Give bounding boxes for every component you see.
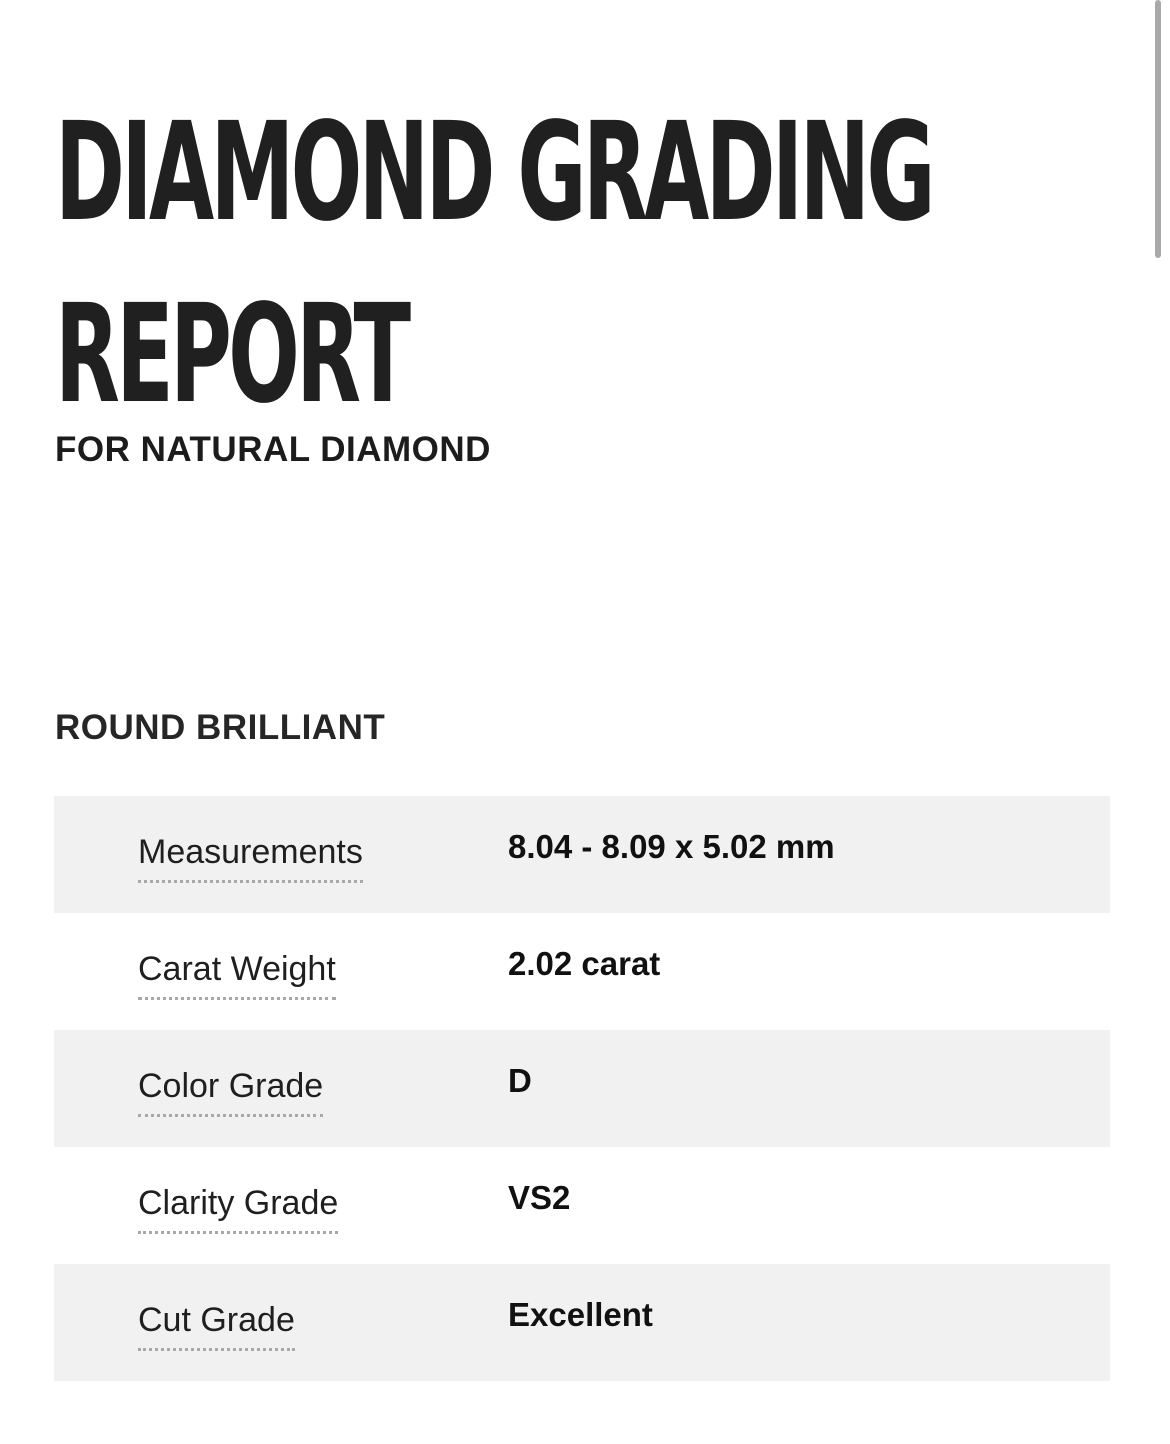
diamond-shape-heading: ROUND BRILLIANT: [55, 708, 386, 747]
vertical-scrollbar[interactable]: [1155, 0, 1161, 258]
measurements-label[interactable]: Measurements: [138, 832, 363, 883]
carat-weight-value: 2.02 carat: [508, 945, 661, 982]
clarity-grade-label[interactable]: Clarity Grade: [138, 1183, 338, 1234]
report-subtitle: FOR NATURAL DIAMOND: [55, 430, 491, 469]
cut-grade-value: Excellent: [508, 1296, 653, 1333]
color-grade-value: D: [508, 1062, 532, 1099]
grade-row-clarity-grade: [54, 1147, 1110, 1264]
color-grade-label[interactable]: Color Grade: [138, 1066, 323, 1117]
measurements-value: 8.04 - 8.09 x 5.02 mm: [508, 828, 835, 865]
grade-row-measurements: [54, 796, 1110, 913]
report-title-line-1: DIAMOND GRADING: [55, 94, 932, 252]
report-title-line-2: REPORT: [55, 276, 408, 434]
clarity-grade-value: VS2: [508, 1179, 571, 1216]
carat-weight-label[interactable]: Carat Weight: [138, 949, 336, 1000]
grade-row-color-grade: [54, 1030, 1110, 1147]
grade-row-cut-grade: [54, 1264, 1110, 1381]
cut-grade-label[interactable]: Cut Grade: [138, 1300, 295, 1351]
grade-row-carat-weight: [54, 913, 1110, 1030]
grading-table: [54, 796, 1110, 1381]
report-title: [55, 82, 932, 446]
